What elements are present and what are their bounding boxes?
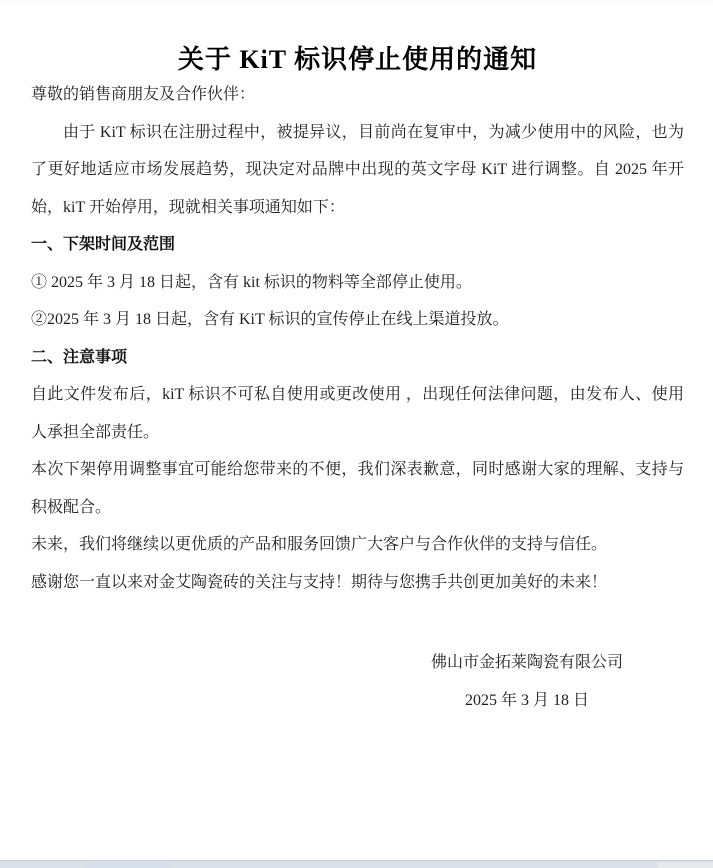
section1-item-2: ②2025 年 3 月 18 日起，含有 KiT 标识的宣传停止在线上渠道投放。 bbox=[31, 311, 509, 328]
signature-block bbox=[387, 644, 667, 719]
intro-paragraph: 由于 KiT 标识在注册过程中，被提异议，目前尚在复审中，为减少使用中的风险，也为了更好地适应市场发展趋势，现决定对品牌中出现的英文字母 KiT 进行调整。自 2025 年开始，kiT 开始停用，现就相关事项通知如下： bbox=[31, 123, 684, 216]
taskbar-right-patch bbox=[658, 862, 713, 868]
section2-paragraph-3: 未来，我们将继续以更优质的产品和服务回馈广大客户与合作伙伴的支持与信任。 bbox=[31, 536, 608, 553]
section2-paragraph-4: 感谢您一直以来对金艾陶瓷砖的关注与支持！期待与您携手共创更加美好的未来！ bbox=[31, 573, 608, 591]
taskbar-edge-strip[interactable] bbox=[0, 860, 713, 868]
section2-heading: 二、注意事项 bbox=[31, 348, 128, 366]
signature-date: 2025 年 3 月 18 日 bbox=[464, 691, 589, 709]
section2-paragraph-2: 本次下架停用调整事宜可能给您带来的不便，我们深表歉意，同时感谢大家的理解、支持与积极配合。 bbox=[31, 461, 684, 516]
section1-item-1: ① 2025 年 3 月 18 日起，含有 kit 标识的物料等全部停止使用。 bbox=[31, 273, 472, 291]
section2-paragraph-1: 自此文件发布后，kiT 标识不可私自使用或更改使用 ，出现任何法律问题，由发布人、使用人承担全部责任。 bbox=[31, 386, 684, 441]
document-title: 关于 KiT 标识停止使用的通知 bbox=[177, 45, 538, 74]
taskbar-left-patch bbox=[85, 862, 170, 868]
signature-company: 佛山市金拓莱陶瓷有限公司 bbox=[430, 654, 623, 671]
salutation: 尊敬的销售商朋友及合作伙伴： bbox=[31, 86, 256, 103]
section1-heading: 一、下架时间及范围 bbox=[31, 236, 176, 253]
